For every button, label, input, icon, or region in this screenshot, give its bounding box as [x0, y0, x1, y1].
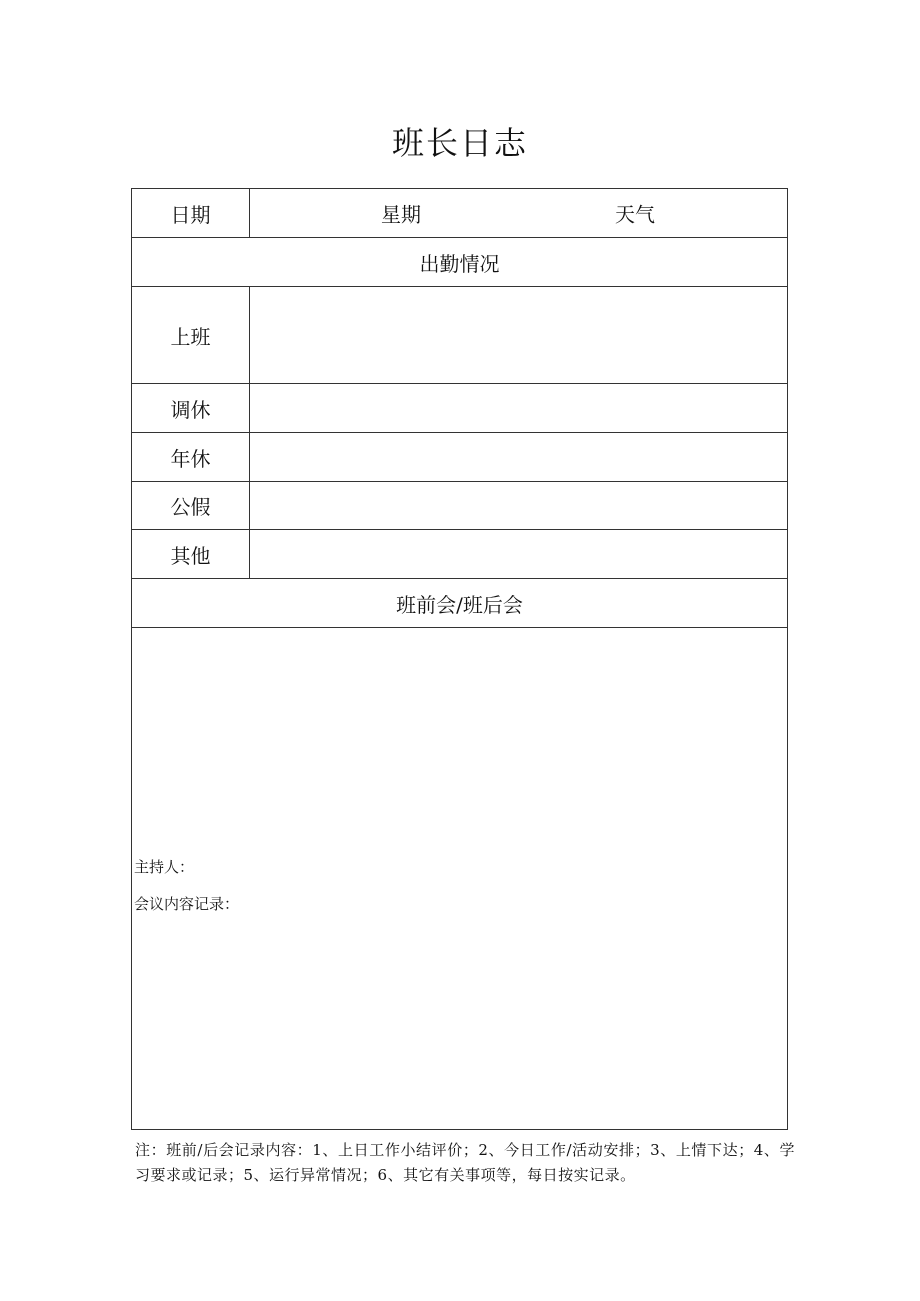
content-label: 会议内容记录： — [134, 894, 240, 913]
attendance-row-onduty — [132, 287, 788, 384]
meeting-notes-row — [132, 628, 788, 1130]
attendance-row-other — [132, 530, 788, 579]
weather-label: 天气 — [615, 202, 655, 227]
shift-log-table — [131, 188, 788, 1130]
date-label: 日期 — [132, 189, 250, 238]
attendance-value-compoff[interactable] — [250, 384, 788, 433]
meeting-header: 班前会/班后会 — [132, 579, 788, 628]
attendance-label-onduty: 上班 — [132, 287, 250, 384]
attendance-label-other: 其他 — [132, 530, 250, 579]
attendance-header-row — [132, 238, 788, 287]
weekday-label: 星期 — [381, 202, 421, 227]
attendance-value-official-leave[interactable] — [250, 482, 788, 530]
meeting-header-row — [132, 579, 788, 628]
attendance-row-compoff — [132, 384, 788, 433]
attendance-header: 出勤情况 — [132, 238, 788, 287]
page-title: 班长日志 — [391, 124, 528, 162]
host-label: 主持人： — [134, 857, 195, 876]
footnote: 注：班前/后会记录内容：1、上日工作小结评价；2、今日工作/活动安排；3、上情下达；4、学习要求或记录；5、运行异常情况；6、其它有关事项等，每日按实记录。 — [135, 1141, 795, 1184]
date-row — [132, 189, 788, 238]
attendance-label-annual-leave: 年休 — [132, 433, 250, 482]
attendance-label-official-leave: 公假 — [132, 482, 250, 530]
attendance-value-onduty[interactable] — [250, 287, 788, 384]
attendance-value-other[interactable] — [250, 530, 788, 579]
attendance-value-annual-leave[interactable] — [250, 433, 788, 482]
attendance-label-compoff: 调休 — [132, 384, 250, 433]
attendance-row-annual-leave — [132, 433, 788, 482]
attendance-row-official-leave — [132, 482, 788, 530]
date-weekday-weather-cell[interactable] — [250, 189, 788, 238]
meeting-notes-cell[interactable] — [132, 628, 788, 1130]
